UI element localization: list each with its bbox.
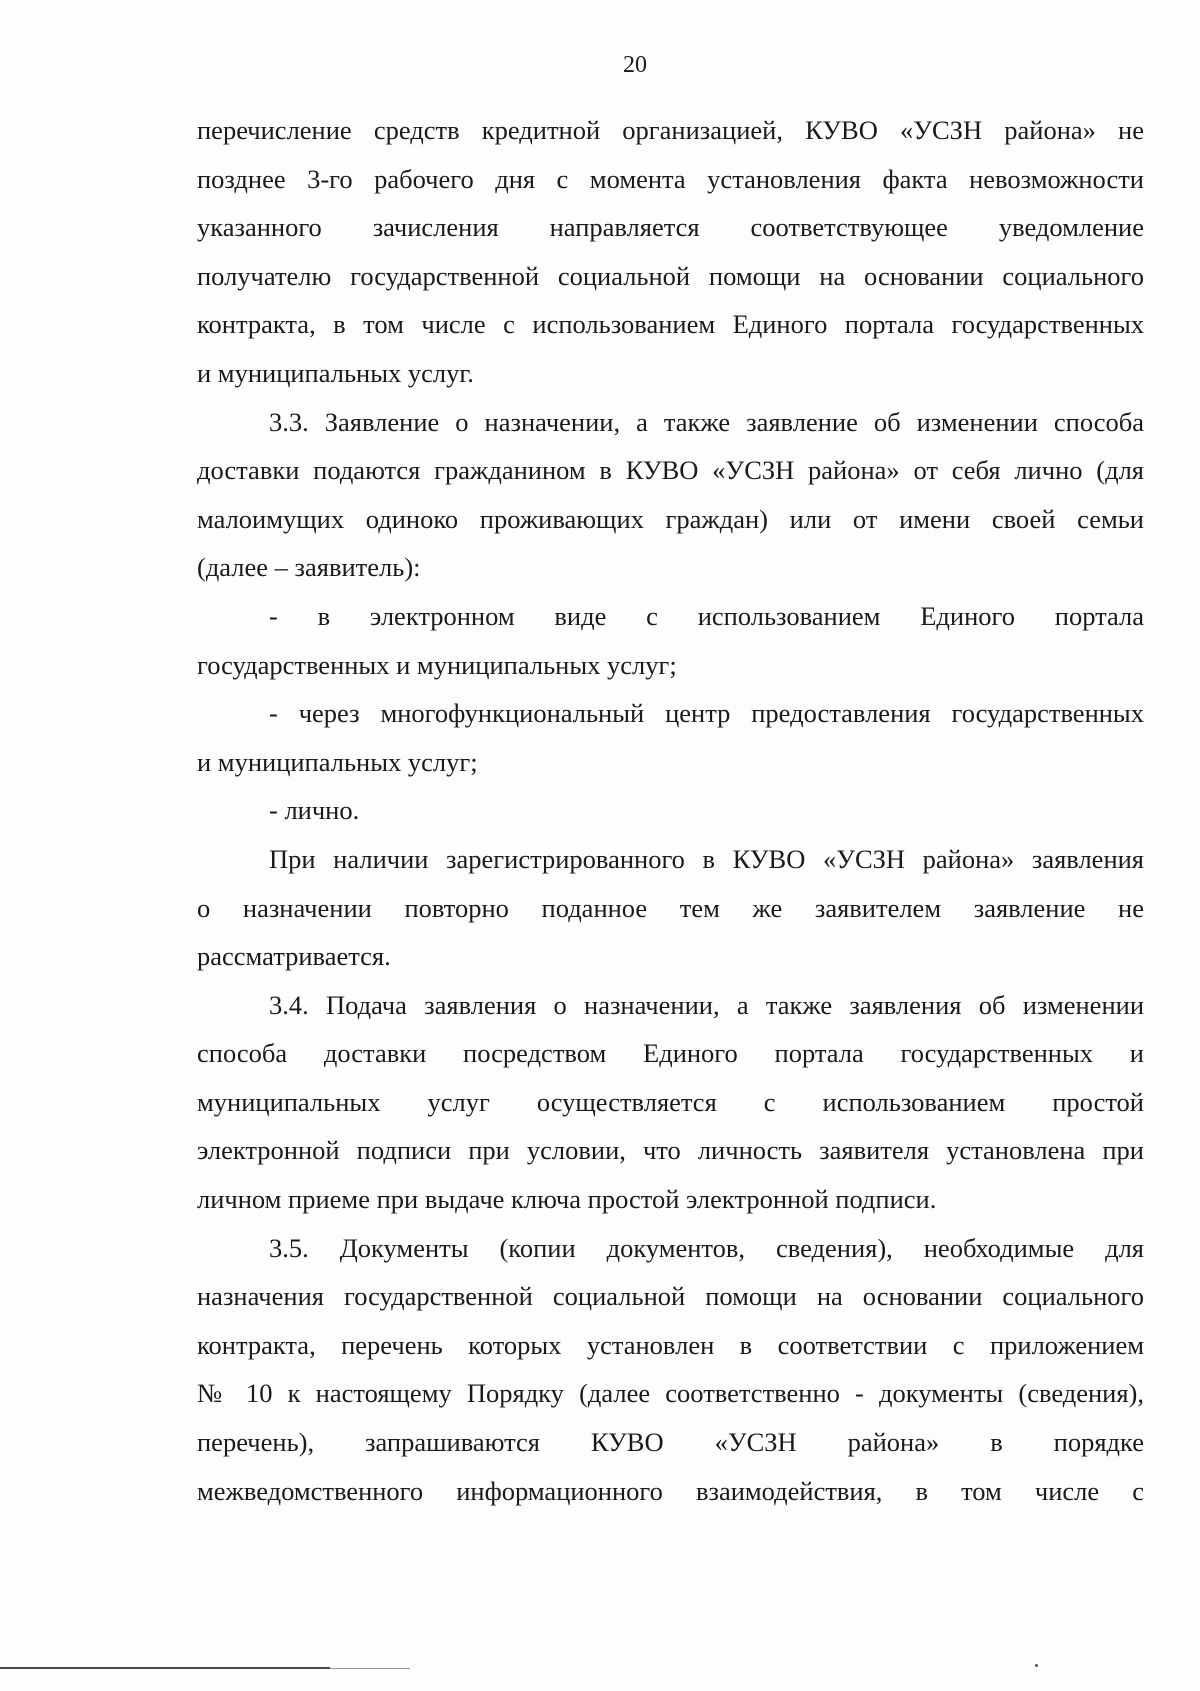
page-number: 20 [623, 52, 647, 78]
text-line: доставки подаются гражданином в КУВО «УСЗН района» от себя лично (для [197, 455, 1144, 486]
scan-edge-line [0, 1667, 330, 1669]
paragraph-first-line: 3.4. Подача заявления о назначении, а также заявления об изменении [269, 989, 1144, 1020]
text-line: назначения государственной социальной помощи на основании социального [197, 1281, 1144, 1312]
text-line: получателю государственной социальной помощи на основании социального [197, 260, 1144, 291]
text-line: указанного зачисления направляется соответствующее уведомление [197, 212, 1144, 243]
text-line: и муниципальных услуг. [197, 357, 474, 388]
text-line: и муниципальных услуг; [197, 746, 478, 777]
text-line: № 10 к настоящему Порядку (далее соответственно - документы (сведения), [197, 1378, 1144, 1409]
text-line: перечисление средств кредитной организацией, КУВО «УСЗН района» не [197, 115, 1144, 145]
text-line: личном приеме при выдаче ключа простой электронной подписи. [197, 1184, 937, 1215]
text-line: государственных и муниципальных услуг; [197, 649, 677, 680]
scan-edge-line [330, 1668, 410, 1669]
text-line: позднее 3-го рабочего дня с момента установления факта невозможности [197, 163, 1144, 194]
scan-artifact-dot [1035, 1664, 1038, 1667]
text-line: контракта, перечень которых установлен в соответствии с приложением [197, 1329, 1144, 1360]
list-item-first-line: - через многофункциональный центр предоставления государственных [269, 698, 1144, 729]
text-line: контракта, в том числе с использованием Единого портала государственных [197, 309, 1144, 340]
text-line: способа доставки посредством Единого портала государственных и [197, 1038, 1144, 1069]
document-body [197, 106, 1144, 1515]
paragraph-first-line: 3.3. Заявление о назначении, а также заявление об изменении способа [269, 406, 1144, 437]
text-line: (далее – заявитель): [197, 552, 421, 583]
text-line: малоимущих одиноко проживающих граждан) или от имени своей семьи [197, 503, 1144, 534]
text-line: электронной подписи при условии, что личность заявителя установлена при [197, 1135, 1144, 1166]
text-line: рассматривается. [197, 941, 391, 972]
paragraph-first-line: 3.5. Документы (копии документов, сведения), необходимые для [269, 1232, 1144, 1263]
text-line: перечень), запрашиваются КУВО «УСЗН района» в порядке [197, 1427, 1144, 1458]
text-line: муниципальных услуг осуществляется с использованием простой [197, 1086, 1144, 1117]
text-line: межведомственного информационного взаимодействия, в том числе с [197, 1475, 1144, 1506]
paragraph-first-line: При наличии зарегистрированного в КУВО «УСЗН района» заявления [269, 843, 1144, 874]
list-item-first-line: - в электронном виде с использованием Единого портала [269, 600, 1144, 631]
list-item-first-line: - лично. [269, 795, 360, 826]
text-line: о назначении повторно поданное тем же заявителем заявление не [197, 892, 1144, 923]
